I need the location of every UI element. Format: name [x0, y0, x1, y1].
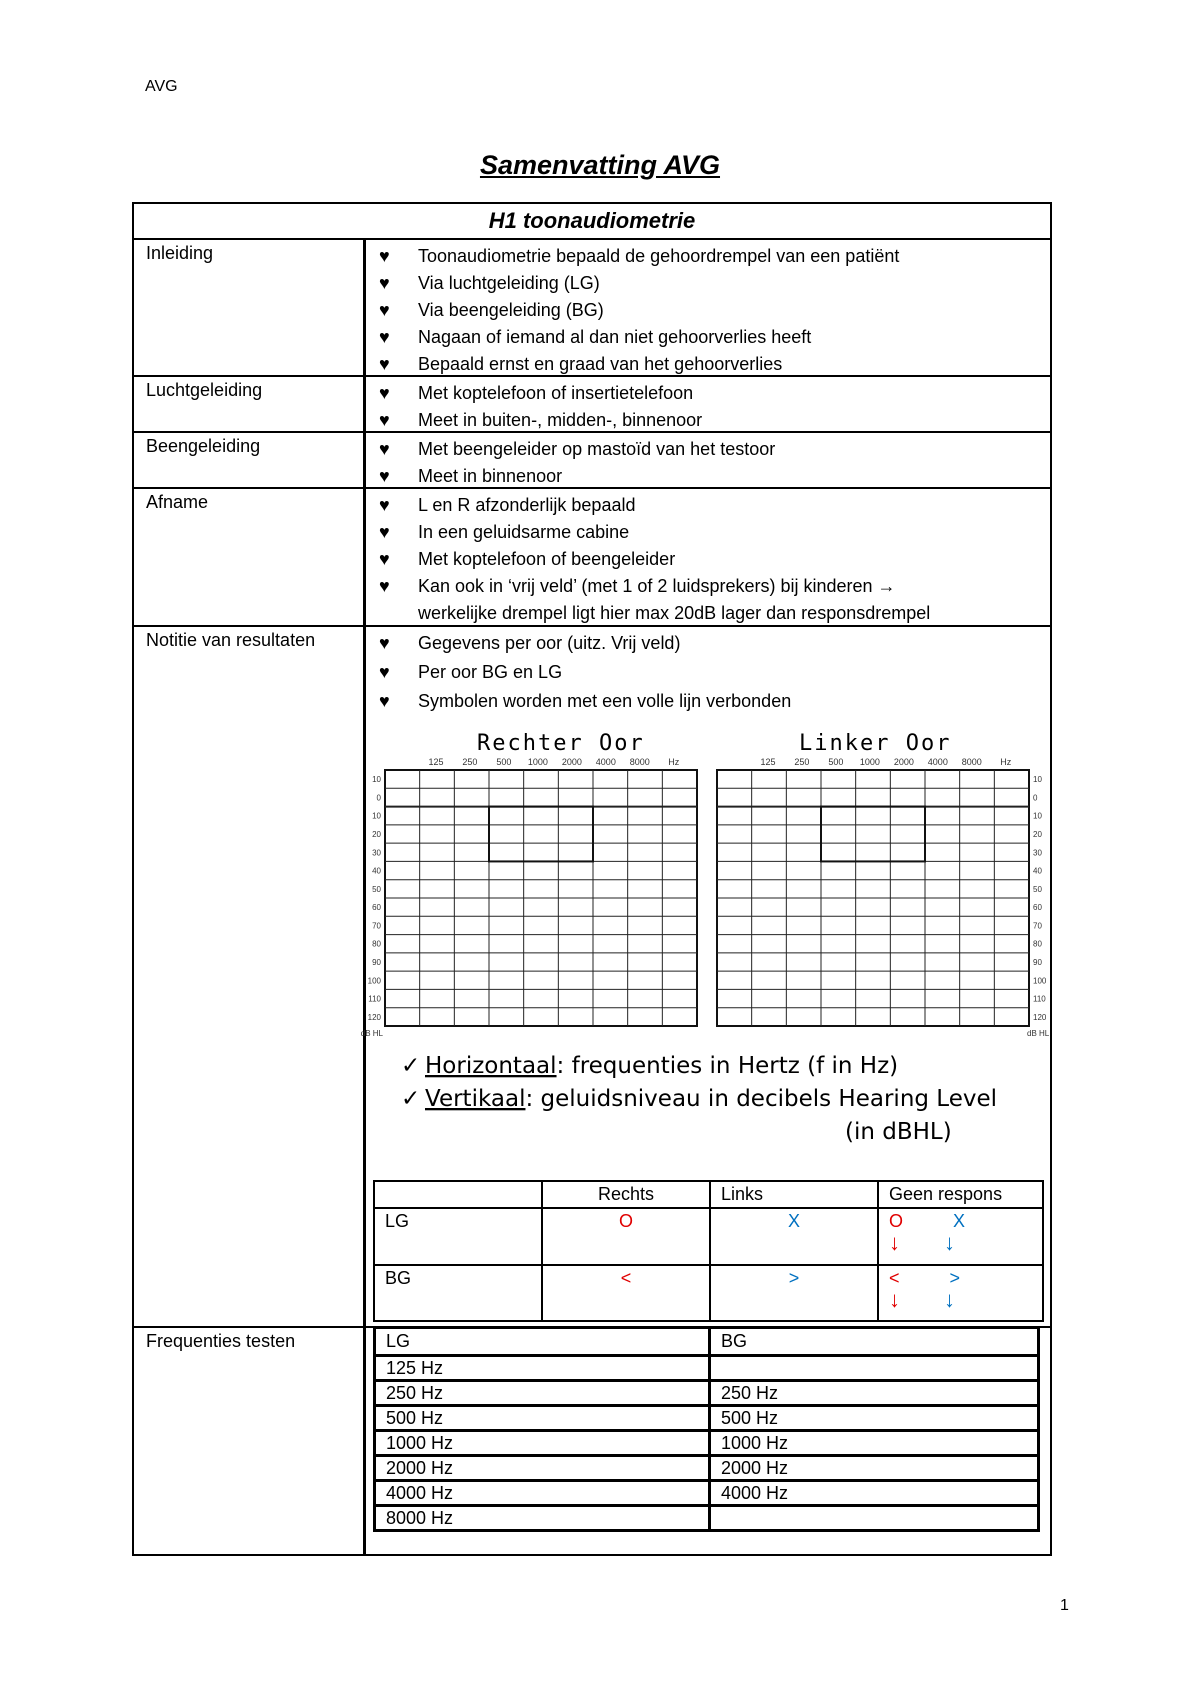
list-item: ♥ Symbolen worden met een volle lijn verbonden [379, 687, 791, 716]
table-cell: < > ↓ ↓ [878, 1265, 1043, 1322]
table-header: Geen respons [878, 1181, 1043, 1208]
db-tick-label: 10 [1033, 775, 1042, 785]
table-cell [710, 1356, 1039, 1381]
table-cell: 2000 Hz [375, 1456, 710, 1481]
table-header: Rechts [542, 1181, 710, 1208]
freq-tick-label: 125 [428, 757, 444, 767]
heart-icon: ♥ [379, 549, 390, 569]
row-label: Afname [146, 492, 209, 512]
db-tick-label: 10 [372, 775, 381, 785]
table-cell: LG [374, 1208, 542, 1265]
audiogram-left-title: Linker Oor [799, 731, 952, 756]
row-label: Inleiding [146, 243, 214, 263]
db-tick-label: 80 [372, 939, 381, 949]
db-tick-label: 10 [1033, 811, 1042, 821]
table-cell: < [542, 1265, 710, 1322]
list-item: ♥ L en R afzonderlijk bepaald [379, 492, 930, 519]
freq-tick-label: Hz [1000, 757, 1012, 767]
table-row [375, 1506, 1039, 1531]
table-cell: 500 Hz [710, 1406, 1039, 1431]
table-cell: 4000 Hz [375, 1481, 710, 1506]
table-cell: 8000 Hz [375, 1506, 710, 1531]
db-tick-label: 80 [1033, 939, 1042, 949]
db-tick-label: 50 [1033, 884, 1042, 894]
list-item: ♥ Gegevens per oor (uitz. Vrij veld) [379, 629, 791, 658]
arrow-down-icon: ↓ [889, 1286, 900, 1312]
db-tick-label: 70 [1033, 921, 1042, 931]
db-tick-label: 10 [372, 811, 381, 821]
freq-tick-label: 8000 [961, 757, 982, 767]
db-tick-label: 20 [372, 830, 381, 839]
table-cell [710, 1506, 1039, 1531]
freq-tick-label: 500 [828, 757, 844, 767]
table-cell: 500 Hz [375, 1406, 710, 1431]
list-item: ♥ Meet in buiten-, midden-, binnenoor [379, 407, 702, 434]
row-afname [134, 487, 1050, 627]
heart-icon: ♥ [379, 522, 390, 542]
db-tick-label: 110 [1033, 994, 1046, 1004]
document-title: Samenvatting AVG [479, 150, 721, 180]
list-item: ♥ Per oor BG en LG [379, 658, 791, 687]
db-tick-label: 120 [367, 1012, 381, 1022]
table-row [375, 1328, 1039, 1356]
table-cell: 4000 Hz [710, 1481, 1039, 1506]
list-item: ♥ Bepaald ernst en graad van het gehoorverlies [379, 351, 899, 378]
freq-tick-label: Hz [668, 757, 680, 767]
section-title: H1 toonaudiometrie [488, 208, 696, 233]
db-tick-label: 0 [1033, 793, 1038, 803]
page-number: 1 [1060, 1597, 1069, 1614]
db-tick-label: 100 [367, 976, 381, 986]
freq-tick-label: 4000 [927, 757, 948, 767]
db-tick-label: 20 [1033, 830, 1042, 839]
row-label: Notitie van resultaten [146, 630, 316, 650]
list-item: ♥ In een geluidsarme cabine [379, 519, 930, 546]
db-tick-label: 90 [372, 958, 381, 967]
table-header [374, 1181, 542, 1208]
heart-icon: ♥ [379, 495, 390, 515]
arrow-down-icon: ↓ [889, 1230, 900, 1255]
table-header: Links [710, 1181, 878, 1208]
table-cell: O X ↓ ↓ [878, 1208, 1043, 1265]
right-ear-normal-range-box [489, 807, 593, 862]
table-cell: 1000 Hz [710, 1431, 1039, 1456]
freq-tick-label: 8000 [629, 757, 650, 767]
freq-tick-label: 2000 [893, 757, 914, 767]
table-row [374, 1265, 1043, 1322]
heart-icon: ♥ [379, 633, 390, 653]
freq-tick-label: 1000 [527, 757, 548, 767]
db-tick-label: 120 [1033, 1012, 1047, 1022]
heart-icon: ♥ [379, 410, 390, 430]
audiogram-figure [360, 718, 1050, 1170]
list-item: ♥ Via luchtgeleiding (LG) [379, 270, 899, 297]
db-tick-label: 90 [1033, 958, 1042, 967]
heart-icon: ♥ [379, 246, 390, 266]
table-row [375, 1406, 1039, 1431]
caption-line-3: (in dBHL) [845, 1119, 952, 1145]
table-cell: 2000 Hz [710, 1456, 1039, 1481]
table-cell: BG [374, 1265, 542, 1322]
heart-icon: ♥ [379, 466, 390, 486]
list-item: ♥ Met koptelefoon of beengeleider [379, 546, 930, 573]
heart-icon: ♥ [379, 273, 390, 293]
table-cell: O [542, 1208, 710, 1265]
freq-tick-label: 1000 [859, 757, 880, 767]
freq-tick-label: 2000 [561, 757, 582, 767]
db-tick-label: 0 [376, 793, 381, 803]
table-cell: X [710, 1208, 878, 1265]
table-row [374, 1208, 1043, 1265]
row-label: Luchtgeleiding [146, 380, 263, 400]
audiogram-right-title: Rechter Oor [477, 731, 645, 756]
db-tick-label: 30 [1033, 848, 1042, 858]
row-label: Frequenties testen [146, 1331, 296, 1351]
page-header: AVG [145, 78, 178, 95]
check-icon: ✓ [401, 1086, 421, 1112]
bullet-list [379, 243, 899, 378]
freq-tick-label: 125 [760, 757, 776, 767]
bullet-list [379, 629, 791, 716]
bullet-list [379, 436, 775, 490]
row-label: Beengeleiding [146, 436, 261, 456]
symbol-table [373, 1180, 1044, 1322]
table-row [375, 1381, 1039, 1406]
heart-icon: ♥ [379, 691, 390, 711]
heart-icon: ♥ [379, 439, 390, 459]
db-unit-label: dB HL [360, 1029, 383, 1038]
table-cell: 250 Hz [710, 1381, 1039, 1406]
db-tick-label: 30 [372, 848, 381, 858]
table-cell: 1000 Hz [375, 1431, 710, 1456]
heart-icon: ♥ [379, 662, 390, 682]
db-tick-label: 40 [1033, 866, 1042, 876]
heart-icon: ♥ [379, 354, 390, 374]
list-item: ♥ Nagaan of iemand al dan niet gehoorverlies heeft [379, 324, 899, 351]
table-header: BG [710, 1328, 1039, 1356]
row-inleiding [134, 238, 1050, 377]
heart-icon: ♥ [379, 327, 390, 347]
db-tick-label: 60 [372, 903, 381, 913]
bullet-list [379, 492, 930, 627]
table-cell: 125 Hz [375, 1356, 710, 1381]
heart-icon: ♥ [379, 383, 390, 403]
heart-icon: ♥ [379, 300, 390, 320]
list-item: ♥ Met beengeleider op mastoïd van het testoor [379, 436, 775, 463]
freq-tick-label: 500 [496, 757, 512, 767]
db-tick-label: 70 [372, 921, 381, 931]
frequency-table [373, 1326, 1040, 1532]
freq-tick-label: 250 [462, 757, 478, 767]
table-row [375, 1431, 1039, 1456]
list-item-continuation: werkelijke drempel ligt hier max 20dB lager dan responsdrempel [418, 603, 931, 623]
table-cell: > [710, 1265, 878, 1322]
table-row [375, 1481, 1039, 1506]
left-ear-normal-range-box [821, 807, 925, 862]
heart-icon: ♥ [379, 576, 390, 596]
db-unit-label: dB HL [1027, 1029, 1050, 1038]
list-item: ♥ Toonaudiometrie bepaald de gehoordrempel van een patiënt [379, 243, 899, 270]
caption-line-1: Horizontaal: frequenties in Hertz (f in Hz) [425, 1053, 899, 1079]
db-tick-label: 50 [372, 884, 381, 894]
db-tick-label: 110 [368, 994, 381, 1004]
table-header: LG [375, 1328, 710, 1356]
table-row [375, 1456, 1039, 1481]
list-item: ♥ Via beengeleiding (BG) [379, 297, 899, 324]
caption-line-2: Vertikaal: geluidsniveau in decibels Hearing Level [425, 1086, 998, 1112]
check-icon: ✓ [401, 1053, 421, 1079]
row-luchtgeleiding [134, 375, 1050, 433]
list-item: ♥ Meet in binnenoor [379, 463, 775, 490]
db-tick-label: 40 [372, 866, 381, 876]
table-row [375, 1356, 1039, 1381]
db-tick-label: 100 [1033, 976, 1047, 986]
table-cell: 250 Hz [375, 1381, 710, 1406]
list-item: ♥ Kan ook in ‘vrij veld’ (met 1 of 2 luidsprekers) bij kinderen → [379, 573, 930, 600]
freq-tick-label: 4000 [595, 757, 616, 767]
db-tick-label: 60 [1033, 903, 1042, 913]
bullet-list [379, 380, 702, 434]
list-item: ♥ Met koptelefoon of insertietelefoon [379, 380, 702, 407]
arrow-down-icon: ↓ [944, 1286, 955, 1312]
freq-tick-label: 250 [794, 757, 810, 767]
arrow-down-icon: ↓ [944, 1230, 955, 1255]
row-beengeleiding [134, 431, 1050, 489]
